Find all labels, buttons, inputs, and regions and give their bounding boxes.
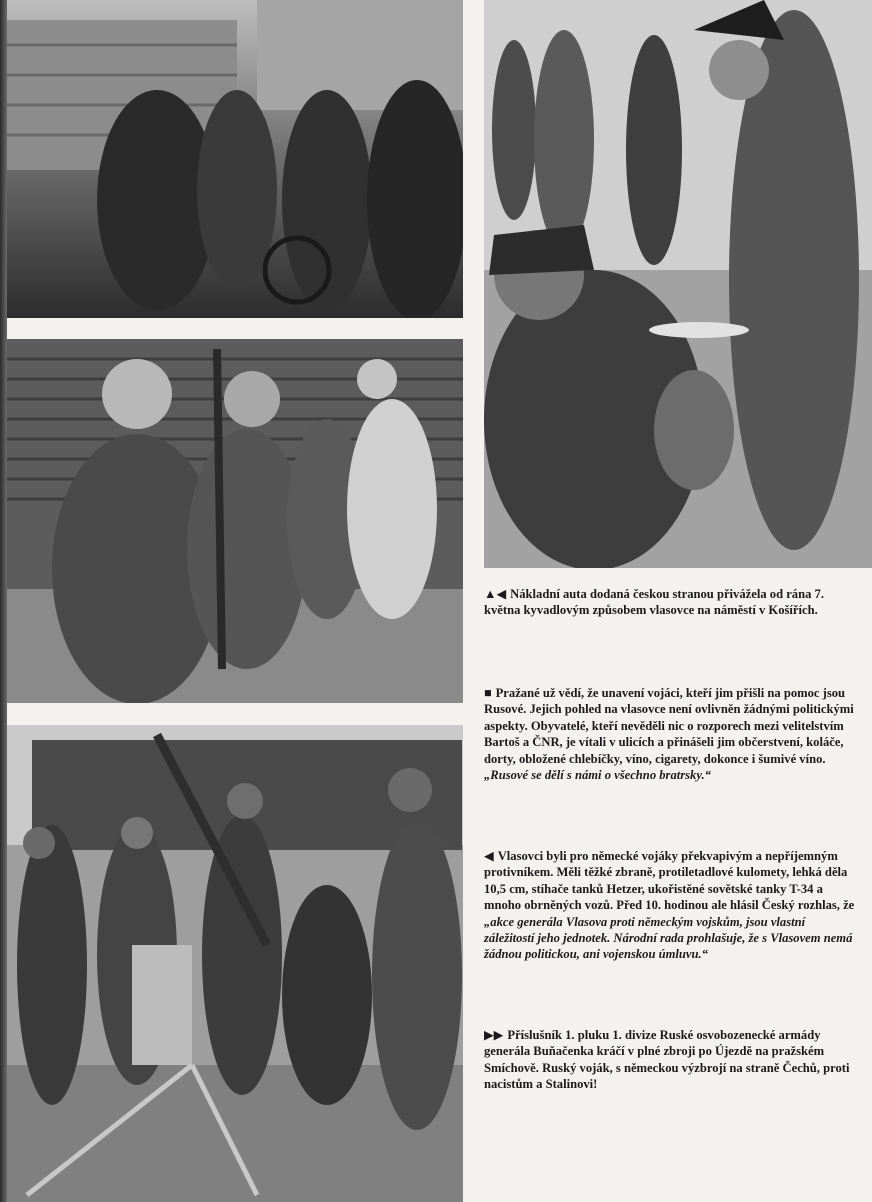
caption-square-icon: ■ — [484, 686, 492, 700]
photo-antiaircraft-gun-image — [7, 725, 463, 1202]
caption-vlasovci — [484, 848, 856, 963]
photo-antiaircraft-gun — [7, 725, 463, 1202]
caption-trucks — [484, 586, 856, 619]
caption-soldier-ujezd — [484, 1027, 856, 1093]
caption-arrow-icon: ◀ — [484, 849, 494, 863]
caption-text: Pražané už vědí, že unavení vojáci, kteří jim přišli na pomoc jsou Rusové. Jejich pohled na vlasovce není ovlivněn žádnými politickými aspekty. Obyvatelé, kteří nevěděli nic o rozporech mezi velitelstvím Bartoš a ČNR, je vítali v ulicích a přinášeli jim občerstvení, koláče, dorty, obložené chlebíčky, víno, cigarety, dokonce i šumivé víno. — [484, 686, 854, 766]
caption-arrow-icon: ▲◀ — [484, 587, 507, 601]
caption-arrows-icon: ▶▶ — [484, 1028, 504, 1042]
caption-text: Nákladní auta dodaná českou stranou přivážela od rána 7. května kyvadlovým způsobem vlasovce na náměstí v Košířích. — [484, 587, 825, 618]
photo-seated-soldiers — [7, 339, 463, 703]
caption-quote: „Rusové se dělí s námi o všechno bratrsky.“ — [484, 768, 711, 783]
photo-trucks-soldiers — [7, 0, 463, 318]
photo-trucks-soldiers-image — [7, 0, 463, 318]
page-gutter — [0, 0, 7, 1202]
caption-text: Vlasovci byli pro německé vojáky překvapivým a nepříjemným protivníkem. Měli těžké zbraně, protiletadlové kulomety, lehká děla 10,5 cm, stíhače tanků Hetzer, ukořistěné sovětské tanky T-34 a mnoho obrněných vozů. Před 10. hodinou ale hlásil Český rozhlas, že — [484, 849, 855, 913]
photo-seated-soldiers-image — [7, 339, 463, 703]
caption-text: Příslušník 1. pluku 1. divize Ruské osvobozenecké armády generála Buňačenka kráčí v plné zbroji po Újezdě na pražském Smíchově. Ruský voják, s německou výzbrojí na straně Čechů, proti nacistům a Stalinovi! — [484, 1028, 850, 1092]
photo-soldier-eating-image — [484, 0, 872, 568]
caption-pragers — [484, 685, 856, 783]
caption-quote: „akce generála Vlasova proti německým vojskům, jsou vlastní záležitostí jeho jednotek. Národní rada prohlašuje, že s Vlasovem nemá žádnou politickou, ani vojenskou úmluvu.“ — [484, 914, 853, 962]
photo-soldier-eating — [484, 0, 872, 568]
